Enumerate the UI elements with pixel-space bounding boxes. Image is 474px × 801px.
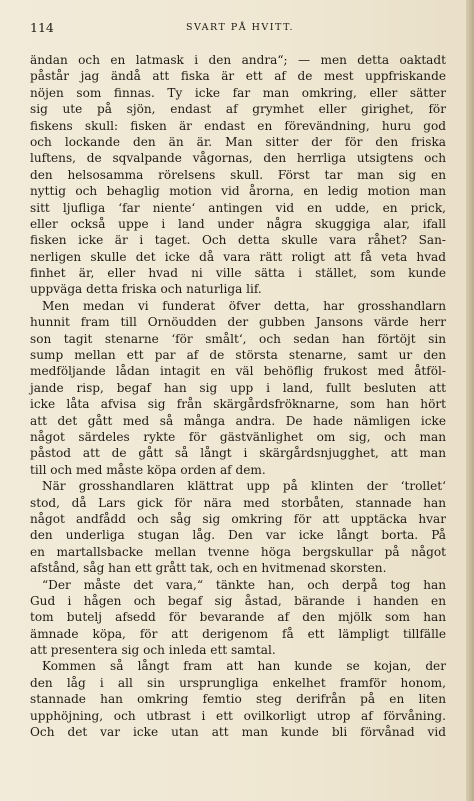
text-line: fisken icke är i taget. Och detta skulle vara råhet? San- (30, 233, 446, 248)
page-edge (466, 0, 474, 801)
text-line: att det gått med så många andra. De hade nämligen icke (30, 413, 446, 428)
text-line: son tagit stenarne ‘för smålt‘, och sedan han förtöjt sin (30, 331, 446, 346)
text-line: en martallsbacke mellan tvenne höga bergskullar på något (30, 544, 446, 559)
text-line: nöjen som finnas. Ty icke far man omkring, eller sätter (30, 85, 446, 100)
text-line: sitt ljufliga ‘far niente‘ antingen vid en udde, en prick, (30, 200, 446, 215)
body-text (30, 52, 446, 740)
text-line: hunnit fram till Ornöudden der gubben Jansons värde herr (30, 315, 446, 330)
text-line: något andfådd och såg sig omkring för att upptäcka hvar (30, 511, 446, 526)
text-line: ämnade köpa, för att derigenom få ett lämpligt tillfälle (30, 626, 446, 641)
text-line: Gud i hågen och begaf sig åstad, bärande i handen en (30, 593, 446, 608)
text-line: eller också uppe i land under några skuggiga alar, ifall (30, 216, 446, 231)
text-line: medföljande lådan intagit en väl behöflig frukost med åtföl- (30, 364, 446, 379)
text-line: fiskens skull: fisken är endast en förevändning, huru god (30, 118, 446, 133)
text-line: påstår jag ändå att fiska är ett af de mest uppfriskande (30, 69, 446, 84)
text-line: ändan och en latmask i den andra“; — men detta oaktadt (30, 53, 446, 67)
page-header (30, 20, 450, 36)
text-line: den helsosamma rörelsens skull. Först tar man sig en (30, 167, 446, 182)
running-title: SVART PÅ HVITT. (185, 22, 295, 33)
text-line: att presentera sig och inleda ett samtal. (30, 643, 276, 658)
text-line: stannade han omkring femtio steg derifrån på en liten (30, 692, 446, 707)
text-line: luftens, de sqvalpande vågornas, den herrliga utsigtens och (30, 151, 446, 166)
paragraph-start-line: Kommen så långt fram att han kunde se kojan, der (42, 659, 446, 674)
text-line: den låg i all sin ursprungliga enkelhet framför honom, (30, 675, 446, 690)
text-line: upphöjning, och utbrast i ett ovilkorligt utrop af förvåning. (30, 708, 446, 723)
text-line: något särdeles rykte för gästvänlighet om sig, och man (30, 429, 446, 444)
text-line: icke låta afvisa sig från skärgårdsfröknarne, som han hört (30, 397, 446, 412)
text-line: finhet är, eller hvad ni ville sätta i stället, som kunde (30, 266, 446, 281)
paragraph-start-line: Men medan vi funderat öfver detta, har grosshandlarn (42, 298, 446, 313)
text-line: tom butelj afsedd för bevarande af den mjölk som han (30, 610, 446, 625)
text-line: till och med måste köpa orden af dem. (30, 462, 266, 477)
text-line: Och det var icke utan att man kunde bli förvånad vid (30, 725, 446, 740)
text-line: sump mellan ett par af de största stenarne, samt ur den (30, 348, 446, 363)
text-line: stod, då Lars gick för nära med storbåten, stannade han (30, 495, 446, 510)
paragraph-start-line: “Der måste det vara,“ tänkte han, och derpå tog han (42, 577, 446, 592)
text-line: afstånd, såg han ett grått tak, och en hvitmenad skorsten. (30, 561, 387, 576)
text-line: nyttig och behaglig motion vid årorna, en ledig motion man (30, 184, 446, 199)
text-line: jande risp, begaf han sig upp i land, fullt besluten att (30, 380, 446, 395)
text-line: sig ute på sjön, endast af grymhet eller girighet, för (30, 102, 446, 117)
text-line: påstod att de gått så långt i skärgårdsnjugghet, att man (30, 446, 446, 461)
page-number: 114 (30, 20, 54, 35)
text-line: den underliga stugan låg. Den var icke långt borta. På (30, 528, 446, 543)
text-line: uppväga detta friska och naturliga lif. (30, 282, 262, 297)
paragraph-start-line: När grosshandlaren klättrat upp på klinten der ‘trollet‘ (42, 479, 446, 494)
text-line: och lockande den än är. Man sitter der för den friska (30, 134, 446, 149)
text-line: nerligen skulle det icke då vara rätt roligt att få veta hvad (30, 249, 446, 264)
